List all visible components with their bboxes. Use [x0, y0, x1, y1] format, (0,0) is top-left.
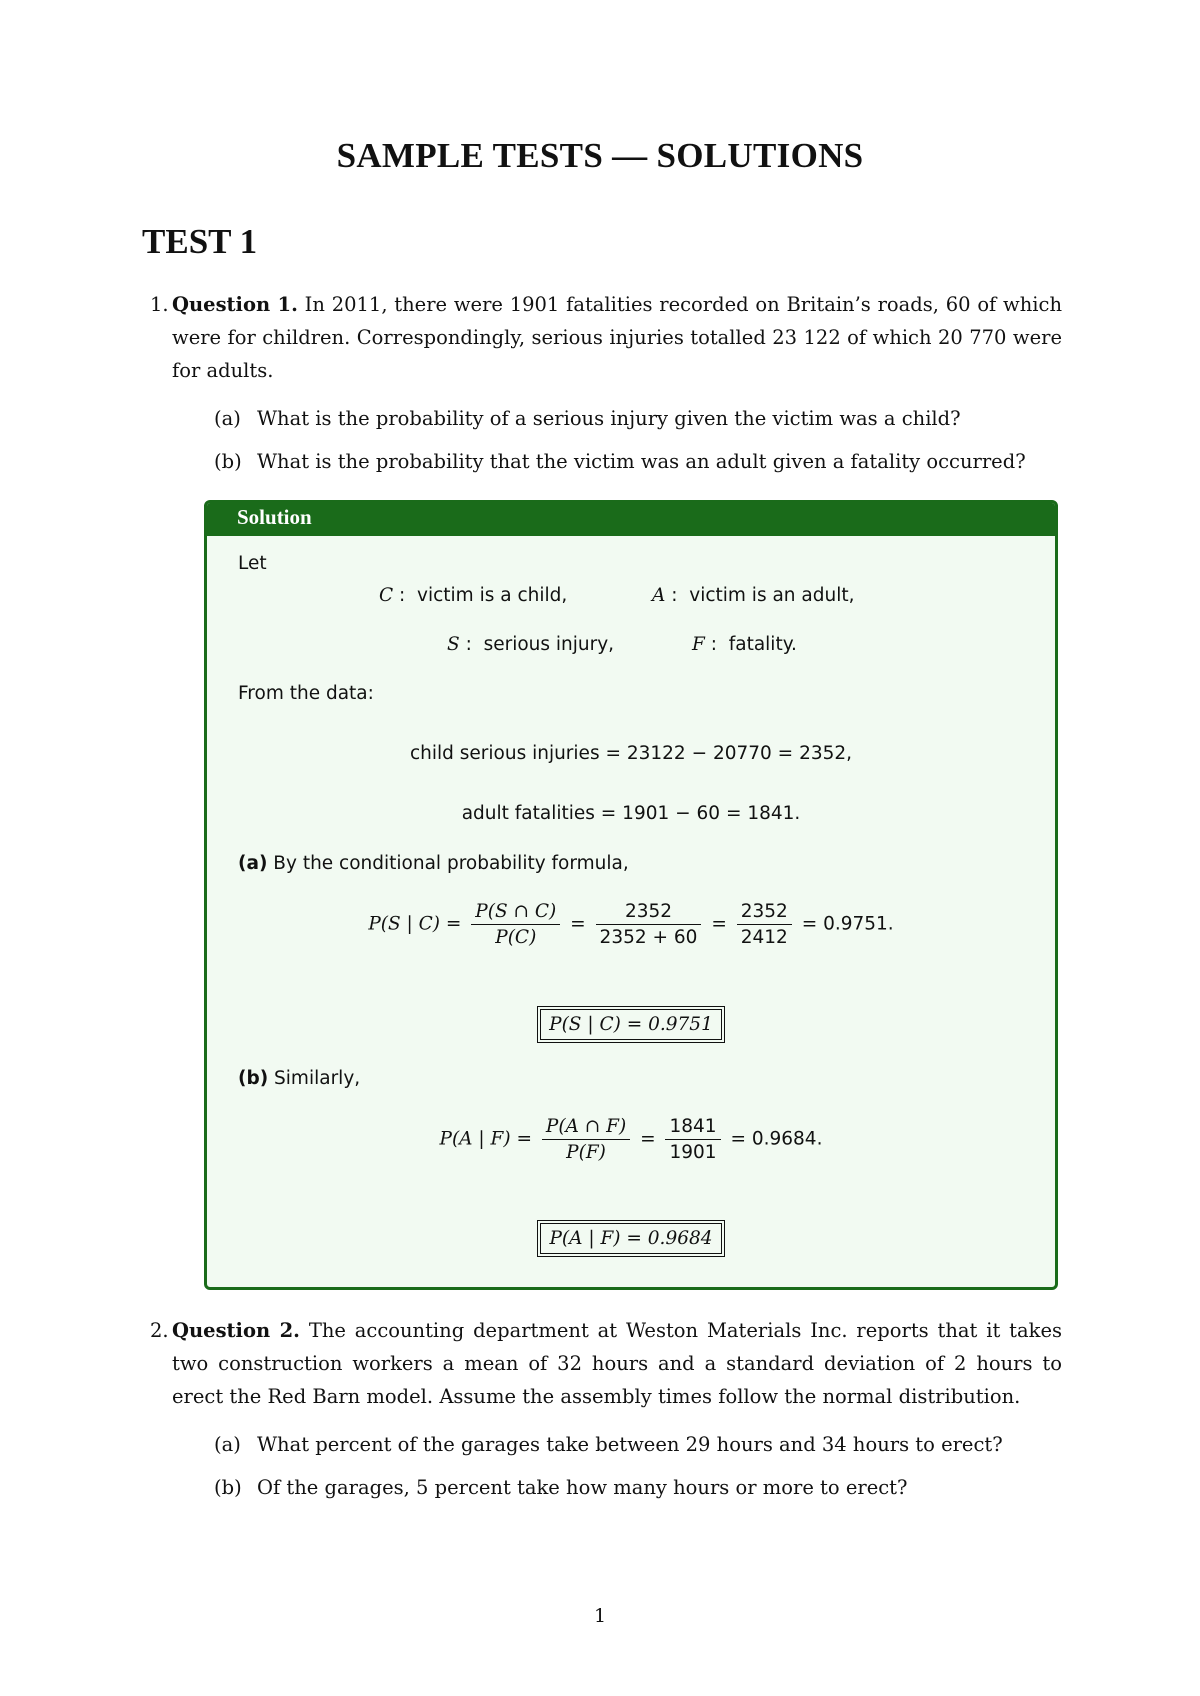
fraction	[542, 1116, 630, 1163]
page-title: SAMPLE TESTS — SOLUTIONS	[336, 136, 864, 175]
solution-title: Solution	[237, 505, 312, 529]
question-number: 1.	[150, 293, 169, 316]
fraction-denominator: 2352 + 60	[599, 927, 698, 948]
part-a-text: By the conditional probability formula,	[273, 853, 629, 874]
question-part-b	[172, 440, 1062, 483]
question-2	[150, 1314, 1062, 1509]
part-label: (b)	[214, 450, 242, 473]
definition-text: fatality.	[728, 634, 797, 655]
part-text: Of the garages, 5 percent take how many hours or more to erect?	[257, 1476, 908, 1499]
question-part-a	[172, 397, 1062, 440]
part-label: (a)	[214, 407, 241, 430]
question-label: Question 1.	[172, 293, 298, 316]
question-number: 2.	[150, 1319, 169, 1342]
definition-text: victim is a child,	[417, 585, 568, 606]
symbol-a: A	[652, 585, 666, 606]
part-a-intro	[238, 853, 629, 874]
boxed-answer-a: P(S | C) = 0.9751	[540, 1009, 722, 1040]
question-1	[150, 288, 1063, 483]
fraction-denominator: P(F)	[566, 1142, 606, 1163]
answer-b-row	[207, 1223, 1055, 1254]
part-b-text: Similarly,	[274, 1068, 361, 1089]
fraction-numerator: 2352	[737, 901, 792, 925]
question-part-b	[172, 1466, 1062, 1509]
symbol-c: C	[379, 585, 394, 606]
solution-header	[207, 503, 1055, 536]
part-a-label: (a)	[238, 853, 268, 874]
question-parts	[172, 1423, 1062, 1509]
question-body: The accounting department at Weston Materials Inc. reports that it takes two construction workers a mean of 32 hours and a standard deviation of 2 hours to erect the Red Barn model. Assume the assembly times follow the normal distribution.	[172, 1319, 1062, 1408]
symbol-s: S	[447, 634, 460, 655]
equation-a: P(S | C) = $\frac{P(S \cap C)}{P(C)}$ = $\frac{2352}{2352 + 60}$ = $\frac{2352}{2412}$ = 0.9751.	[368, 901, 894, 948]
part-label: (b)	[214, 1476, 242, 1499]
fraction	[665, 1116, 720, 1163]
definition-text: victim is an adult,	[689, 585, 855, 606]
fraction	[471, 901, 560, 948]
solution-box	[204, 500, 1058, 1290]
equation-b: P(A | F) = $\frac{P(A \cap F)}{P(F)}$ = $\frac{1841}{1901}$ = 0.9684.	[439, 1116, 823, 1163]
question-parts	[172, 397, 1062, 483]
fraction-numerator: P(A ∩ F)	[542, 1116, 630, 1140]
fraction	[596, 901, 702, 948]
definition-a: A : victim is an adult,	[652, 585, 855, 606]
part-b-intro	[238, 1068, 360, 1089]
part-text: What percent of the garages take between 29 hours and 34 hours to erect?	[257, 1433, 1003, 1456]
part-label: (a)	[214, 1433, 241, 1456]
definition-text: serious injury,	[483, 634, 615, 655]
question-text	[172, 288, 1062, 387]
from-data-text: From the data:	[238, 683, 374, 704]
calc-child-injuries: child serious injuries = 23122 − 20770 = 2352,	[409, 743, 853, 764]
definition-c: C : victim is a child,	[379, 585, 568, 606]
fraction-numerator: P(S ∩ C)	[471, 901, 560, 925]
fraction-numerator: 1841	[665, 1116, 720, 1140]
part-text: What is the probability of a serious injury given the victim was a child?	[257, 407, 961, 430]
definition-f: F : fatality.	[692, 634, 797, 655]
equation-result: = 0.9751.	[801, 913, 894, 935]
boxed-answer-b: P(A | F) = 0.9684	[540, 1223, 721, 1254]
fraction-numerator: 2352	[596, 901, 702, 925]
part-b-label: (b)	[238, 1068, 269, 1089]
fraction-denominator: P(C)	[495, 927, 537, 948]
calc-adult-fatalities: adult fatalities = 1901 − 60 = 1841.	[461, 803, 801, 824]
question-part-a	[172, 1423, 1062, 1466]
symbol-f: F	[692, 634, 705, 655]
part-text: What is the probability that the victim was an adult given a fatality occurred?	[257, 450, 1026, 473]
question-label: Question 2.	[172, 1319, 300, 1342]
page-number: 1	[593, 1605, 607, 1627]
equation-lhs: P(A | F) =	[439, 1128, 532, 1150]
fraction	[737, 901, 792, 948]
fraction-denominator: 1901	[669, 1142, 717, 1163]
equation-result: = 0.9684.	[730, 1128, 823, 1150]
question-text	[172, 1314, 1062, 1413]
definition-s: S : serious injury,	[447, 634, 615, 655]
question-body: In 2011, there were 1901 fatalities recorded on Britain’s roads, 60 of which were for children. Correspondingly, serious injuries totalled 23 122 of which 20 770 were for adults.	[172, 293, 1063, 382]
fraction-denominator: 2412	[740, 927, 788, 948]
answer-a-row	[207, 1009, 1055, 1040]
let-text: Let	[238, 553, 267, 574]
section-heading: TEST 1	[142, 222, 258, 261]
equation-lhs: P(S | C) =	[368, 913, 462, 935]
